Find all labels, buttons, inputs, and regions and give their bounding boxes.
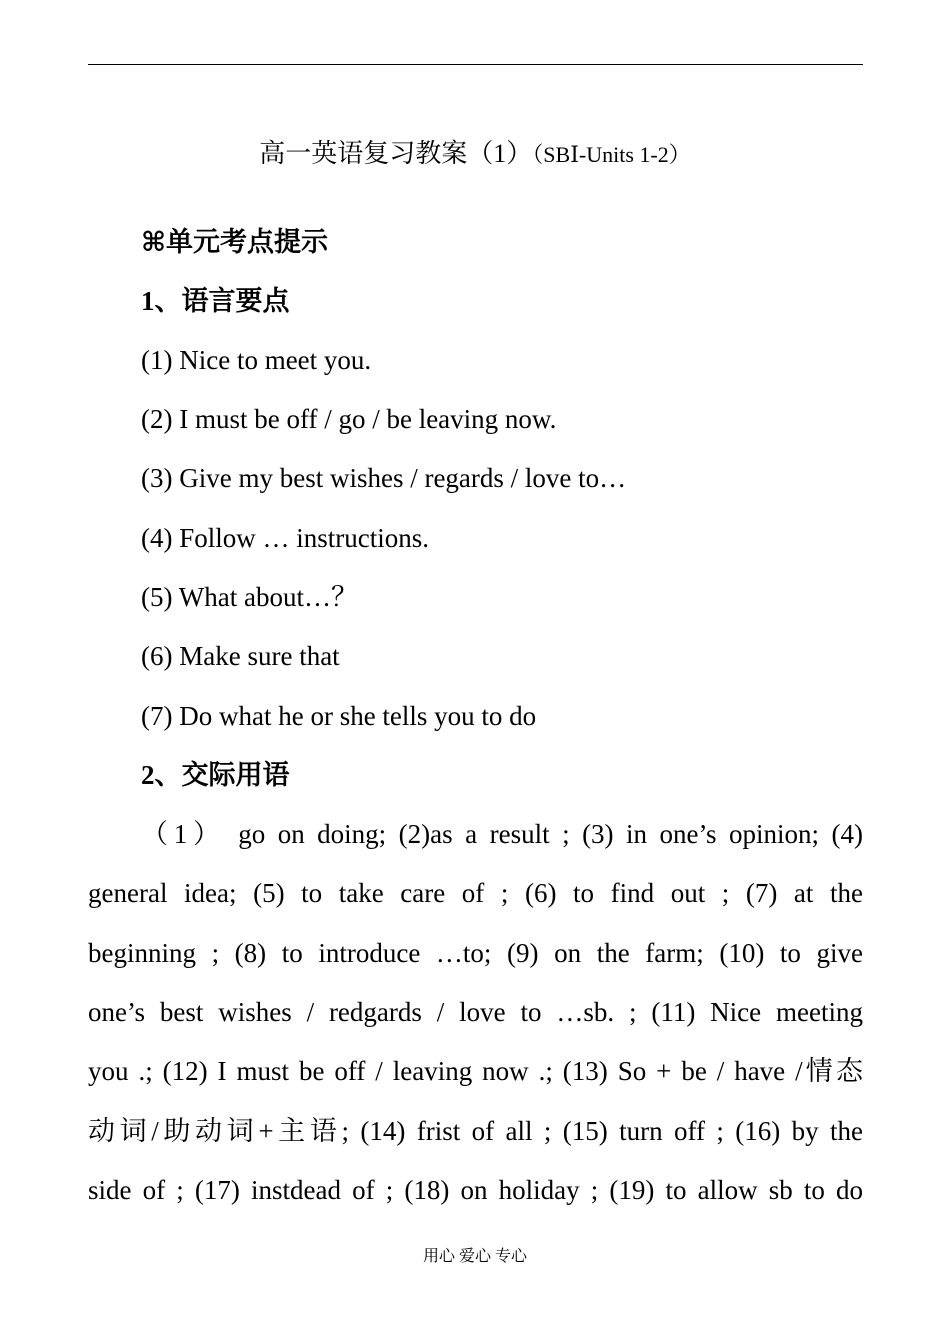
list-item: (6) Make sure that xyxy=(141,641,340,671)
paragraph-line: general idea; (5) to take care of ; (6) to find out ; (7) at the xyxy=(88,878,863,908)
list-item: (4) Follow … instructions. xyxy=(141,523,429,553)
paragraph-line: you .; (12) I must be off / leaving now .; (13) So + be / have /情态 xyxy=(88,1056,863,1086)
paragraph-line: side of ; (17) instdead of ; (18) on holiday ; (19) to allow sb to do xyxy=(88,1175,863,1205)
subsection-language-points: 1、语言要点 xyxy=(141,286,290,316)
paragraph-line: one’s best wishes / redgards / love to …sb. ; (11) Nice meeting xyxy=(88,997,863,1027)
page-footer: 用心 爱心 专心 xyxy=(422,1248,527,1265)
paragraph-line: （1） go on doing; (2)as a result ; (3) in one’s opinion; (4) xyxy=(141,819,863,849)
title-chinese: 高一英语复习教案（1） xyxy=(259,139,533,168)
list-item: (3) Give my best wishes / regards / love to… xyxy=(141,463,627,493)
subsection-communication: 2、交际用语 xyxy=(141,760,290,790)
section-header: ⌘单元考点提示 xyxy=(141,227,329,257)
paragraph-line: 动词/助动词+主语; (14) frist of all ; (15) turn off ; (16) by the xyxy=(88,1116,863,1146)
page-title xyxy=(0,134,950,175)
list-item: (5) What about…？ xyxy=(141,582,358,612)
title-english: （SBⅠ-Units 1-2） xyxy=(532,142,691,167)
paragraph-line: beginning ; (8) to introduce …to; (9) on the farm; (10) to give xyxy=(88,938,863,968)
list-item: (7) Do what he or she tells you to do xyxy=(141,701,537,731)
list-item: (1) Nice to meet you. xyxy=(141,345,372,375)
header-rule xyxy=(88,64,863,65)
list-item: (2) I must be off / go / be leaving now. xyxy=(141,404,557,434)
